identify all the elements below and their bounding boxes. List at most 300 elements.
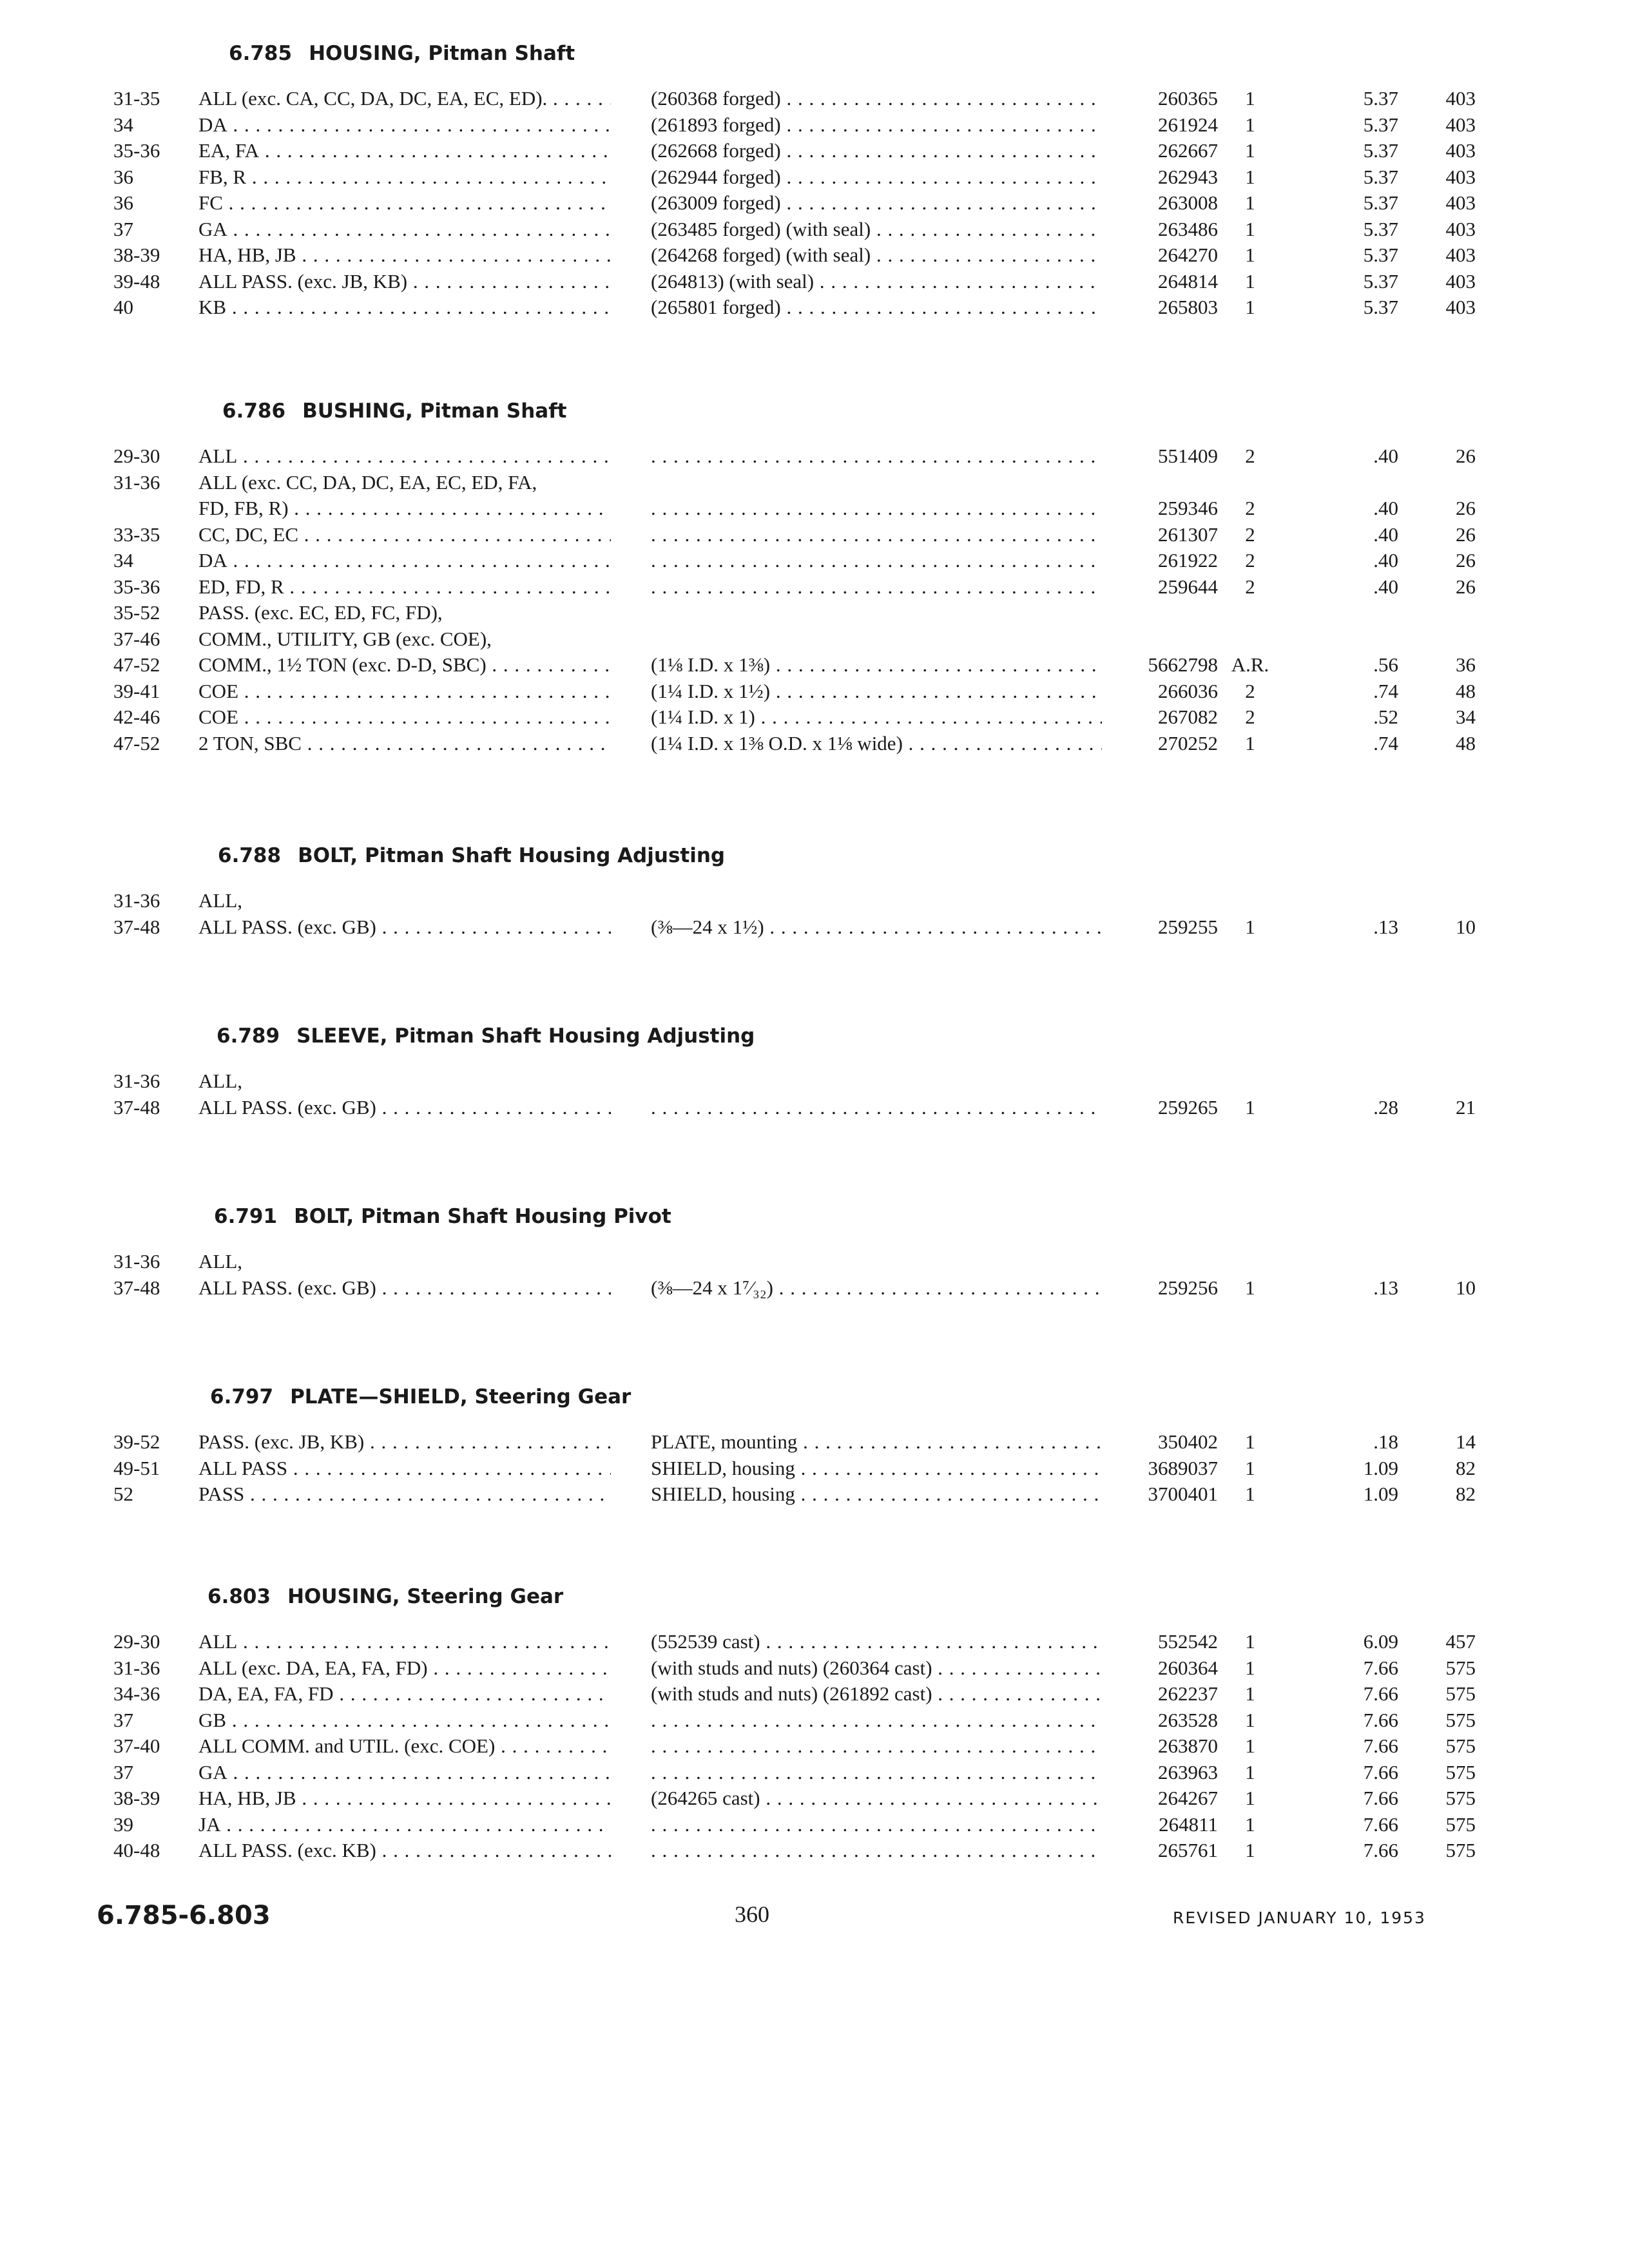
models-applicable: PASS. (exc. EC, ED, FC, FD), [198, 601, 443, 624]
footer-revised-date: REVISED JANUARY 10, 1953 [1173, 1908, 1426, 1927]
models-applicable: FB, R . . . [198, 166, 611, 189]
model-years: 31-35 [113, 87, 160, 110]
part-description: (1¼ I.D. x 1½) . . . [651, 680, 1102, 703]
part-number: 264814 [1158, 269, 1218, 293]
parts-row [0, 1276, 1629, 1302]
part-number: 3700401 [1148, 1483, 1218, 1505]
list-price: 5.37 [1363, 113, 1398, 136]
shipping-weight: 82 [1456, 1483, 1476, 1505]
model-years: 37 [113, 217, 133, 240]
quantity: 1 [1245, 113, 1255, 136]
part-description: (263485 forged) (with seal) . . . [651, 218, 1102, 241]
quantity: 1 [1245, 139, 1255, 162]
parts-row [0, 1070, 1629, 1095]
parts-row [0, 139, 1629, 165]
quantity: 2 [1245, 445, 1255, 467]
shipping-weight: 575 [1445, 1787, 1476, 1809]
models-applicable: ALL PASS. (exc. KB) . . . [198, 1839, 611, 1862]
list-price: 7.66 [1363, 1735, 1398, 1757]
shipping-weight: 575 [1445, 1812, 1476, 1836]
quantity: 1 [1245, 1483, 1255, 1505]
part-number: 263486 [1158, 217, 1218, 240]
models-applicable: DA . . . [198, 549, 611, 572]
section-number: 6.789 [217, 1024, 280, 1048]
parts-row [0, 497, 1629, 523]
models-applicable: ALL PASS. (exc. GB) . . . [198, 1096, 611, 1119]
section-number: 6.797 [210, 1385, 274, 1408]
part-number: 264267 [1158, 1787, 1218, 1809]
list-price: .40 [1373, 575, 1398, 598]
parts-row [0, 270, 1629, 296]
section-heading [210, 1385, 631, 1408]
models-applicable: ALL PASS. (exc. GB) . . . [198, 916, 611, 939]
parts-row [0, 549, 1629, 575]
part-number: 263963 [1158, 1760, 1218, 1783]
part-description: (262668 forged) . . . [651, 139, 1102, 162]
section-number: 6.788 [218, 844, 282, 867]
model-years: 34-36 [113, 1682, 160, 1705]
section-heading [214, 1205, 671, 1228]
model-years: 29-30 [113, 445, 160, 467]
page-footer [0, 1901, 1629, 1939]
part-number: 259256 [1158, 1276, 1218, 1299]
quantity: 1 [1245, 1682, 1255, 1705]
model-years: 39-41 [113, 679, 160, 702]
list-price: 1.09 [1363, 1456, 1398, 1479]
section-title: PLATE—SHIELD, Steering Gear [290, 1385, 631, 1408]
models-applicable: FD, FB, R) . . . [198, 497, 611, 520]
quantity: 1 [1245, 1656, 1255, 1679]
models-applicable: GB . . . [198, 1709, 611, 1732]
parts-row [0, 916, 1629, 941]
models-applicable: COE . . . [198, 680, 611, 703]
model-years: 36 [113, 165, 133, 188]
part-description [651, 1813, 1102, 1836]
part-description [651, 549, 1102, 572]
part-description: (⅜—24 x 1½) . . . [651, 916, 1102, 939]
model-years: 47-52 [113, 653, 160, 676]
model-years: 35-36 [113, 139, 160, 162]
quantity: 2 [1245, 706, 1255, 728]
shipping-weight: 575 [1445, 1735, 1476, 1757]
model-years: 39 [113, 1812, 133, 1836]
models-applicable: ALL (exc. CC, DA, DC, EA, EC, ED, FA, [198, 470, 537, 494]
models-applicable: EA, FA . . . [198, 139, 611, 162]
part-description [651, 1096, 1102, 1119]
parts-row [0, 113, 1629, 139]
part-description: (⅜—24 x 1⁷⁄₃₂) . . . [651, 1276, 1102, 1300]
footer-section-range: 6.785-6.803 [97, 1901, 271, 1930]
model-years: 35-36 [113, 575, 160, 598]
part-description [651, 497, 1102, 520]
list-price: 5.37 [1363, 296, 1398, 318]
section-title: HOUSING, Pitman Shaft [309, 42, 575, 65]
parts-row [0, 680, 1629, 706]
quantity: 1 [1245, 217, 1255, 240]
footer-page-number: 360 [735, 1901, 769, 1927]
parts-row [0, 1457, 1629, 1483]
parts-row [0, 1250, 1629, 1276]
part-number: 259644 [1158, 575, 1218, 598]
shipping-weight: 10 [1456, 1276, 1476, 1299]
quantity: A.R. [1231, 653, 1269, 676]
list-price: .40 [1373, 445, 1398, 467]
models-applicable: GA . . . [198, 218, 611, 241]
part-description: (260368 forged) . . . [651, 87, 1102, 110]
parts-row [0, 87, 1629, 113]
part-number: 263528 [1158, 1708, 1218, 1731]
models-applicable: ALL (exc. CA, CC, DA, DC, EA, EC, ED). . . . [198, 87, 611, 110]
parts-row [0, 1096, 1629, 1122]
model-years: 34 [113, 113, 133, 136]
model-years: 31-36 [113, 1250, 160, 1273]
part-description: (with studs and nuts) (260364 cast) . . . [651, 1657, 1102, 1680]
shipping-weight: 14 [1456, 1430, 1476, 1453]
shipping-weight: 48 [1456, 679, 1476, 702]
part-description: (265801 forged) . . . [651, 296, 1102, 319]
part-number: 261307 [1158, 523, 1218, 546]
shipping-weight: 403 [1445, 244, 1476, 266]
quantity: 1 [1245, 165, 1255, 188]
list-price: 1.09 [1363, 1483, 1398, 1505]
section-heading [218, 844, 725, 867]
shipping-weight: 403 [1445, 191, 1476, 214]
shipping-weight: 403 [1445, 217, 1476, 240]
shipping-weight: 575 [1445, 1708, 1476, 1731]
shipping-weight: 48 [1456, 731, 1476, 754]
part-description: SHIELD, housing . . . [651, 1483, 1102, 1506]
shipping-weight: 403 [1445, 165, 1476, 188]
model-years: 37 [113, 1760, 133, 1783]
shipping-weight: 457 [1445, 1630, 1476, 1653]
part-description: (with studs and nuts) (261892 cast) . . . [651, 1682, 1102, 1706]
section-title: BOLT, Pitman Shaft Housing Adjusting [298, 844, 726, 867]
parts-row [0, 889, 1629, 915]
models-applicable: ED, FD, R . . . [198, 575, 611, 599]
model-years: 31-36 [113, 889, 160, 912]
parts-row [0, 1839, 1629, 1865]
quantity: 1 [1245, 191, 1255, 214]
section-heading [217, 1024, 755, 1048]
list-price: 7.66 [1363, 1708, 1398, 1731]
list-price: 7.66 [1363, 1839, 1398, 1861]
quantity: 1 [1245, 1760, 1255, 1783]
section-number: 6.785 [229, 42, 293, 65]
part-description [651, 1735, 1102, 1758]
model-years: 39-52 [113, 1430, 160, 1453]
shipping-weight: 10 [1456, 915, 1476, 938]
shipping-weight: 26 [1456, 549, 1476, 572]
part-description [651, 445, 1102, 468]
quantity: 2 [1245, 679, 1255, 702]
models-applicable: 2 TON, SBC . . . [198, 732, 611, 755]
part-number: 263008 [1158, 191, 1218, 214]
parts-row [0, 166, 1629, 191]
models-applicable: PASS . . . [198, 1483, 611, 1506]
part-number: 262237 [1158, 1682, 1218, 1705]
list-price: 5.37 [1363, 191, 1398, 214]
list-price: 7.66 [1363, 1787, 1398, 1809]
part-number: 264270 [1158, 244, 1218, 266]
section-title: SLEEVE, Pitman Shaft Housing Adjusting [296, 1024, 755, 1048]
quantity: 1 [1245, 731, 1255, 754]
list-price: 7.66 [1363, 1760, 1398, 1783]
model-years: 49-51 [113, 1456, 160, 1479]
part-description [651, 523, 1102, 546]
models-applicable: COMM., UTILITY, GB (exc. COE), [198, 627, 492, 650]
section-number: 6.803 [207, 1585, 271, 1608]
list-price: 5.37 [1363, 87, 1398, 110]
part-number: 350402 [1158, 1430, 1218, 1453]
parts-row [0, 1709, 1629, 1735]
list-price: .13 [1373, 1276, 1398, 1299]
parts-row [0, 191, 1629, 217]
part-description: (1¼ I.D. x 1) . . . [651, 706, 1102, 729]
part-number: 260364 [1158, 1656, 1218, 1679]
model-years: 37-46 [113, 627, 160, 650]
quantity: 1 [1245, 1630, 1255, 1653]
quantity: 1 [1245, 1456, 1255, 1479]
shipping-weight: 21 [1456, 1095, 1476, 1119]
shipping-weight: 403 [1445, 87, 1476, 110]
part-number: 259255 [1158, 915, 1218, 938]
model-years: 42-46 [113, 706, 160, 728]
section-title: BUSHING, Pitman Shaft [302, 399, 567, 423]
shipping-weight: 403 [1445, 113, 1476, 136]
model-years: 52 [113, 1483, 133, 1505]
quantity: 1 [1245, 269, 1255, 293]
list-price: .52 [1373, 706, 1398, 728]
quantity: 1 [1245, 915, 1255, 938]
model-years: 34 [113, 549, 133, 572]
models-applicable: COE . . . [198, 706, 611, 729]
quantity: 1 [1245, 1812, 1255, 1836]
quantity: 1 [1245, 1787, 1255, 1809]
list-price: 7.66 [1363, 1812, 1398, 1836]
part-number: 270252 [1158, 731, 1218, 754]
list-price: .18 [1373, 1430, 1398, 1453]
models-applicable: HA, HB, JB . . . [198, 1787, 611, 1810]
model-years: 29-30 [113, 1630, 160, 1653]
list-price: 7.66 [1363, 1656, 1398, 1679]
quantity: 2 [1245, 523, 1255, 546]
shipping-weight: 575 [1445, 1682, 1476, 1705]
part-description: (262944 forged) . . . [651, 166, 1102, 189]
part-number: 263870 [1158, 1735, 1218, 1757]
list-price: .74 [1373, 731, 1398, 754]
model-years: 40 [113, 296, 133, 318]
section-number: 6.791 [214, 1205, 278, 1228]
part-description [651, 1839, 1102, 1862]
list-price: .40 [1373, 549, 1398, 572]
parts-row [0, 445, 1629, 470]
models-applicable: GA . . . [198, 1761, 611, 1784]
model-years: 33-35 [113, 523, 160, 546]
shipping-weight: 26 [1456, 523, 1476, 546]
model-years: 31-36 [113, 1656, 160, 1679]
part-number: 267082 [1158, 706, 1218, 728]
part-number: 259265 [1158, 1095, 1218, 1119]
shipping-weight: 575 [1445, 1760, 1476, 1783]
parts-row [0, 1630, 1629, 1656]
parts-row [0, 601, 1629, 627]
parts-row [0, 653, 1629, 679]
model-years: 37-48 [113, 1276, 160, 1299]
parts-row [0, 1787, 1629, 1812]
parts-row [0, 218, 1629, 244]
models-applicable: ALL PASS . . . [198, 1457, 611, 1480]
list-price: 7.66 [1363, 1682, 1398, 1705]
section-heading [207, 1585, 563, 1608]
shipping-weight: 575 [1445, 1656, 1476, 1679]
part-number: 265761 [1158, 1839, 1218, 1861]
shipping-weight: 34 [1456, 706, 1476, 728]
part-number: 552542 [1158, 1630, 1218, 1653]
part-description: (1¼ I.D. x 1⅜ O.D. x 1⅛ wide) . . . [651, 732, 1102, 755]
quantity: 1 [1245, 1276, 1255, 1299]
section-number: 6.786 [222, 399, 286, 423]
models-applicable: FC . . . [198, 191, 611, 215]
quantity: 1 [1245, 1095, 1255, 1119]
models-applicable: ALL COMM. and UTIL. (exc. COE) . . . [198, 1735, 611, 1758]
shipping-weight: 403 [1445, 269, 1476, 293]
models-applicable: ALL . . . [198, 1630, 611, 1653]
model-years: 47-52 [113, 731, 160, 754]
part-number: 265803 [1158, 296, 1218, 318]
list-price: .40 [1373, 523, 1398, 546]
models-applicable: KB . . . [198, 296, 611, 319]
section-title: HOUSING, Steering Gear [287, 1585, 564, 1608]
part-number: 551409 [1158, 445, 1218, 467]
model-years: 37 [113, 1708, 133, 1731]
models-applicable: DA, EA, FA, FD . . . [198, 1682, 611, 1706]
part-number: 261924 [1158, 113, 1218, 136]
parts-row [0, 296, 1629, 322]
quantity: 2 [1245, 575, 1255, 598]
part-description [651, 1709, 1102, 1732]
parts-row [0, 244, 1629, 269]
part-number: 3689037 [1148, 1456, 1218, 1479]
model-years: 31-36 [113, 1070, 160, 1092]
model-years: 37-48 [113, 1095, 160, 1119]
part-description: SHIELD, housing . . . [651, 1457, 1102, 1480]
list-price: 5.37 [1363, 217, 1398, 240]
parts-row [0, 1761, 1629, 1787]
list-price: 5.37 [1363, 269, 1398, 293]
model-years: 40-48 [113, 1839, 160, 1861]
part-description [651, 1761, 1102, 1784]
parts-row [0, 1430, 1629, 1456]
model-years: 39-48 [113, 269, 160, 293]
list-price: 5.37 [1363, 139, 1398, 162]
models-applicable: PASS. (exc. JB, KB) . . . [198, 1430, 611, 1454]
part-number: 5662798 [1148, 653, 1218, 676]
part-description: (552539 cast) . . . [651, 1630, 1102, 1653]
models-applicable: ALL PASS. (exc. GB) . . . [198, 1276, 611, 1300]
quantity: 1 [1245, 1839, 1255, 1861]
parts-row [0, 1682, 1629, 1708]
list-price: .28 [1373, 1095, 1398, 1119]
models-applicable: COMM., 1½ TON (exc. D-D, SBC) . . . [198, 653, 611, 677]
part-number: 261922 [1158, 549, 1218, 572]
part-description: (261893 forged) . . . [651, 113, 1102, 137]
model-years: 37-48 [113, 915, 160, 938]
shipping-weight: 26 [1456, 575, 1476, 598]
parts-row [0, 732, 1629, 758]
part-number: 264811 [1159, 1812, 1218, 1836]
models-applicable: ALL, [198, 1070, 243, 1092]
parts-row [0, 706, 1629, 731]
quantity: 2 [1245, 549, 1255, 572]
shipping-weight: 575 [1445, 1839, 1476, 1861]
models-applicable: HA, HB, JB . . . [198, 244, 611, 267]
shipping-weight: 403 [1445, 296, 1476, 318]
section-title: BOLT, Pitman Shaft Housing Pivot [294, 1205, 671, 1228]
quantity: 1 [1245, 1708, 1255, 1731]
quantity: 1 [1245, 296, 1255, 318]
shipping-weight: 36 [1456, 653, 1476, 676]
quantity: 1 [1245, 1430, 1255, 1453]
parts-row [0, 1657, 1629, 1682]
quantity: 1 [1245, 87, 1255, 110]
part-number: 259346 [1158, 497, 1218, 519]
parts-row [0, 1813, 1629, 1839]
list-price: .56 [1373, 653, 1398, 676]
list-price: .74 [1373, 679, 1398, 702]
model-years: 38-39 [113, 244, 160, 266]
model-years: 37-40 [113, 1735, 160, 1757]
part-number: 262943 [1158, 165, 1218, 188]
parts-row [0, 628, 1629, 653]
models-applicable: ALL, [198, 1250, 243, 1273]
shipping-weight: 26 [1456, 445, 1476, 467]
list-price: .13 [1373, 915, 1398, 938]
parts-row [0, 1735, 1629, 1760]
list-price: 6.09 [1363, 1630, 1398, 1653]
quantity: 1 [1245, 244, 1255, 266]
parts-row [0, 523, 1629, 549]
quantity: 1 [1245, 1735, 1255, 1757]
models-applicable: CC, DC, EC . . . [198, 523, 611, 546]
shipping-weight: 403 [1445, 139, 1476, 162]
models-applicable: DA . . . [198, 113, 611, 137]
models-applicable: JA . . . [198, 1813, 611, 1836]
model-years: 35-52 [113, 601, 160, 624]
part-number: 266036 [1158, 679, 1218, 702]
part-description: (264813) (with seal) . . . [651, 270, 1102, 293]
model-years: 36 [113, 191, 133, 214]
model-years: 31-36 [113, 470, 160, 494]
parts-row [0, 575, 1629, 601]
models-applicable: ALL (exc. DA, EA, FA, FD) . . . [198, 1657, 611, 1680]
models-applicable: ALL PASS. (exc. JB, KB) . . . [198, 270, 611, 293]
section-heading [229, 42, 575, 65]
model-years: 38-39 [113, 1787, 160, 1809]
part-description: (1⅛ I.D. x 1⅜) . . . [651, 653, 1102, 677]
part-description: PLATE, mounting . . . [651, 1430, 1102, 1454]
list-price: .40 [1373, 497, 1398, 519]
models-applicable: ALL . . . [198, 445, 611, 468]
shipping-weight: 26 [1456, 497, 1476, 519]
part-description: (264268 forged) (with seal) . . . [651, 244, 1102, 267]
part-description: (264265 cast) . . . [651, 1787, 1102, 1810]
parts-row [0, 1483, 1629, 1508]
models-applicable: ALL, [198, 889, 243, 912]
quantity: 2 [1245, 497, 1255, 519]
part-number: 260365 [1158, 87, 1218, 110]
list-price: 5.37 [1363, 165, 1398, 188]
parts-row [0, 471, 1629, 497]
